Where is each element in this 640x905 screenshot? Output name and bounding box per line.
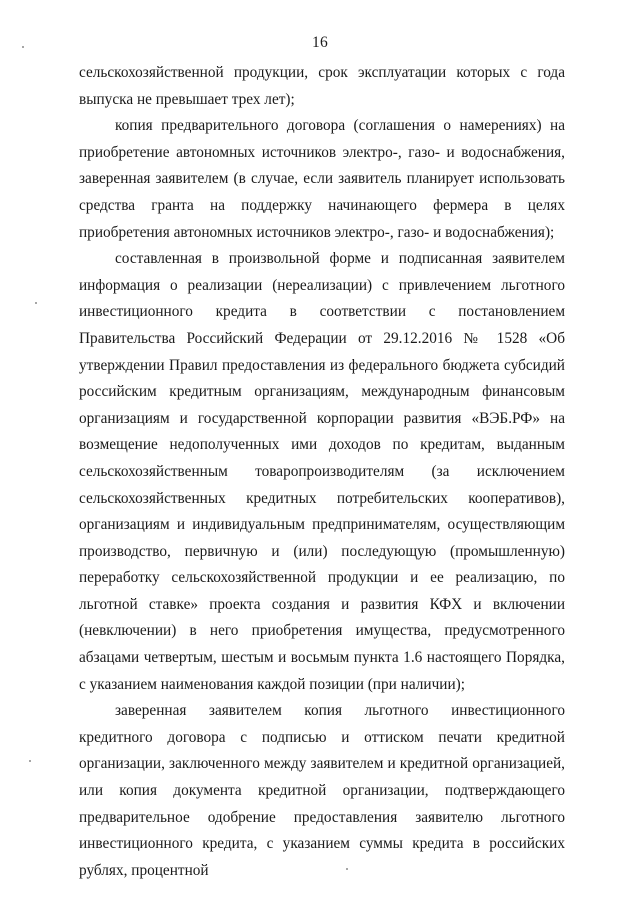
document-body — [79, 60, 565, 884]
scan-speck — [22, 46, 24, 48]
page-number: 16 — [311, 34, 329, 51]
paragraph-credit-agreement-copy: заверенная заявителем копия льготного инвестиционного кредитного договора с подписью и оттиском печати кредитной организации, заключенного между заявителем и кредитной организацией, или копия документа кредитной организации, подтверждающего предварительное одобрение предоставления заявителю льготного инвестиционного кредита, с указанием суммы кредита в российских рублях, процентной — [79, 702, 565, 879]
scan-speck — [35, 302, 37, 304]
scan-speck — [346, 868, 348, 870]
paragraph-agreement-copy: копия предварительного договора (соглашения о намерениях) на приобретение автономных источников электро-, газо- и водоснабжения, заверенная заявителем (в случае, если заявитель планирует использовать средства гранта на поддержку начинающего фермера в целях приобретения автономных источников электро-, газо- и водоснабжения); — [79, 117, 565, 241]
scan-speck — [29, 760, 31, 762]
paragraph-credit-information: составленная в произвольной форме и подписанная заявителем информация о реализации (нереализации) с привлечением льготного инвестиционного кредита в соответствии с постановлением Правительства Российский Федерации от 29.12.2016 № 1528 «Об утверждении Правил предоставления из федерального бюджета субсидий российским кредитным организациям, международным финансовым организациям и государственной корпорации развития «ВЭБ.РФ» на возмещение недополученных ими доходов по кредитам, выданным сельскохозяйственным товаропроизводителям (за исключением сельскохозяйственных кредитных потребительских кооперативов), организациям и индивидуальным предпринимателям, осуществляющим производство, первичную и (или) последующую (промышленную) переработку сельскохозяйственной продукции и ее реализацию, по льготной ставке» проекта создания и развития КФХ и включении (невключении) в него приобретения имущества, предусмотренного абзацами четвертым, шестым и восьмым пункта 1.6 настоящего Порядка, с указанием наименования каждой позиции (при наличии); — [79, 250, 565, 693]
paragraph-continuation: сельскохозяйственной продукции, срок эксплуатации которых с года выпуска не превышает трех лет); — [79, 64, 565, 108]
